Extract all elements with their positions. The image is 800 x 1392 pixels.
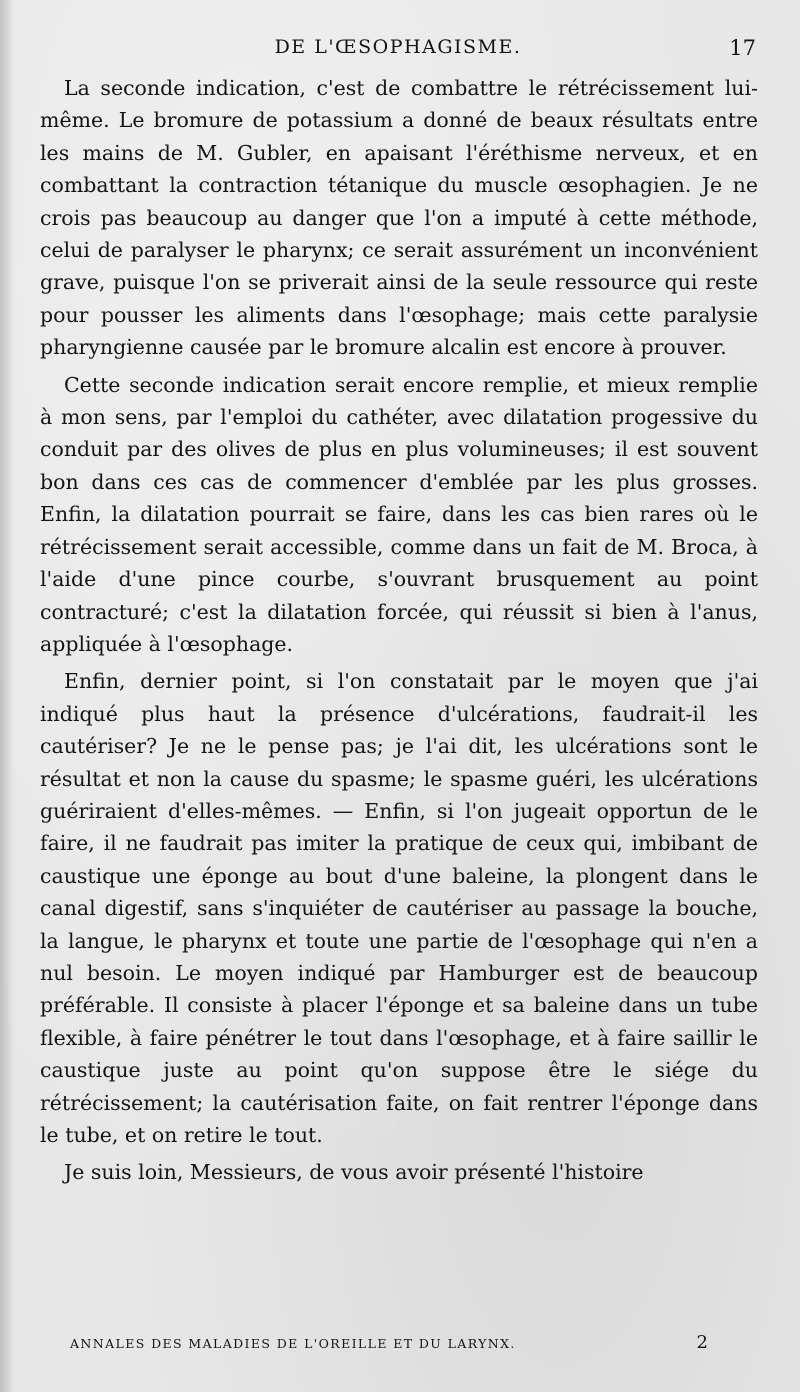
page-footer: [70, 1332, 708, 1356]
body-text: [40, 72, 758, 1194]
paragraph-dilatation: Cette seconde indication serait encore remplie, et mieux remplie à mon sens, par l'emploi du cathéter, avec dilatation progessive du conduit par des olives de plus en plus volumineuses; il est souvent bon dans ces cas de commencer d'emblée par les plus grosses. Enfin, la dilatation pourrait se faire, dans les cas bien rares où le rétrécissement serait accessible, comme dans un fait de M. Broca, à l'aide d'une pince courbe, s'ouvrant brusquement au point contracturé; c'est la dilatation forcée, qui réussit si bien à l'anus, appliquée à l'œsophage.: [40, 372, 758, 656]
paragraph-closing: Je suis loin, Messieurs, de vous avoir présenté l'histoire: [64, 1160, 644, 1185]
signature-mark: 2: [696, 1332, 708, 1353]
running-head: [40, 34, 756, 64]
paragraph-ulcerations: Enfin, dernier point, si l'on constatait par le moyen que j'ai indiqué plus haut la présence d'ulcérations, faudrait-il les cautériser? Je ne le pense pas; je l'ai dit, les ulcérations sont le résultat et non la cause du spasme; le spasme guéri, les ulcérations guériraient d'elles-mêmes. — Enfin, si l'on jugeait opportun de le faire, il ne faudrait pas imiter la pratique de ceux qui, imbibant de caustique une éponge au bout d'une baleine, la plongent dans le canal digestif, sans s'inquiéter de cautériser au passage la bouche, la langue, le pharynx et toute une partie de l'œsophage qui n'en a nul besoin. Le moyen indiqué par Hamburger est de beaucoup préférable. Il consiste à placer l'éponge et sa baleine dans un tube flexible, à faire pénétrer le tout dans l'œsophage, et à faire saillir le caustique juste au point qu'on suppose être le siége du rétrécissement; la cautérisation faite, on fait rentrer l'éponge dans le tube, et on retire le tout.: [40, 669, 758, 1147]
page-number: 17: [729, 36, 756, 60]
running-title: DE L'ŒSOPHAGISME.: [274, 36, 522, 58]
paragraph-second-indication: La seconde indication, c'est de combattre le rétrécissement lui-même. Le bromure de potassium a donné de beaux résultats entre les mains de M. Gubler, en apaisant l'éréthisme nerveux, et en combattant la contraction tétanique du muscle œsophagien. Je ne crois pas beaucoup au danger que l'on a imputé à cette méthode, celui de paralyser le pharynx; ce serait assurément un inconvénient grave, puisque l'on se priverait ainsi de la seule ressource qui reste pour pousser les aliments dans l'œsophage; mais cette paralysie pharyngienne causée par le bromure alcalin est encore à prouver.: [40, 76, 758, 360]
footer-journal-title: ANNALES DES MALADIES DE L'OREILLE ET DU LARYNX.: [70, 1336, 516, 1351]
